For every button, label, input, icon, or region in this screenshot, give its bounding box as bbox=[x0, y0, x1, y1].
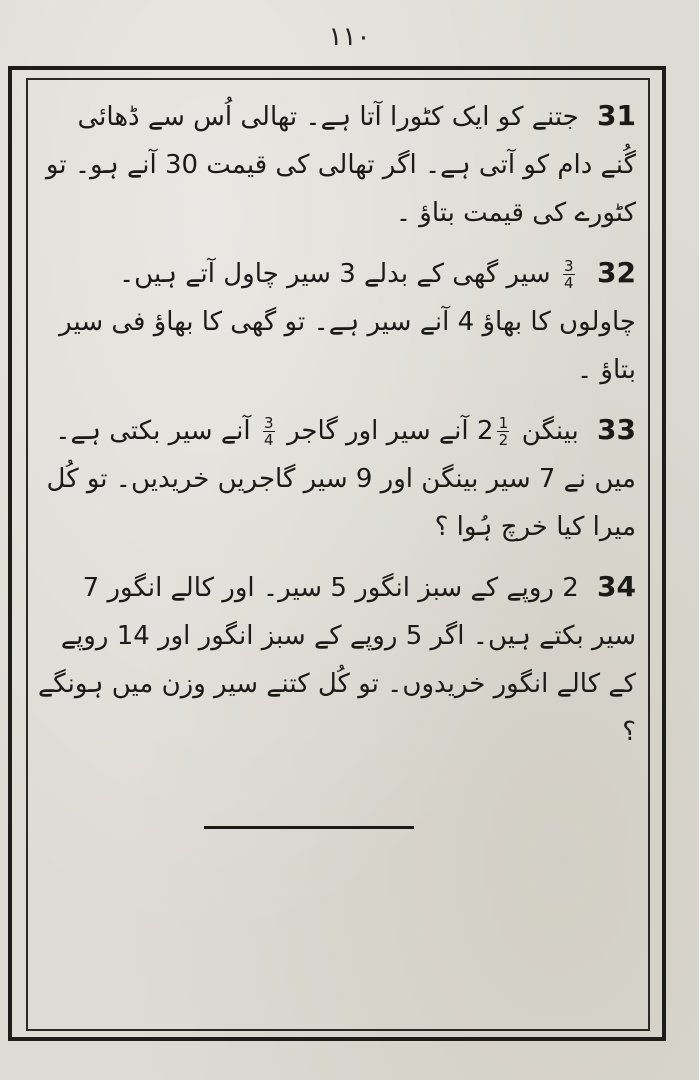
page-number: ۱۱۰ bbox=[328, 22, 371, 52]
problem-text: سیر گھی کے بدلے 3 سیر چاول آتے ہیں۔ چاولوں کا بھاؤ 4 آنے سیر ہے۔ تو گھی کا بھاؤ فی سیر بتاؤ ۔ bbox=[59, 259, 636, 385]
problem-number: 33 bbox=[597, 413, 636, 446]
problem-33 bbox=[36, 406, 636, 551]
fraction-denominator: 2 bbox=[498, 431, 509, 449]
mixed-number bbox=[477, 407, 514, 455]
problem-32 bbox=[36, 249, 636, 394]
section-end-rule bbox=[204, 826, 414, 829]
problem-text-part3: آنے سیر بکتی ہے۔ میں نے 7 سیر بینگن اور 9 سیر گاجریں خریدیں۔ تو کُل میرا کیا خرچ ہُوا ؟ bbox=[46, 416, 636, 542]
problem-text: جتنے کو ایک کٹورا آتا ہے۔ تھالی اُس سے ڈھائی گُنے دام کو آتی ہے۔ اگر تھالی کی قیمت 30 آنے ہو۔ تو کٹورے کی قیمت بتاؤ ۔ bbox=[45, 102, 636, 228]
fraction-numerator: 1 bbox=[498, 414, 509, 432]
problem-text-part2: آنے سیر اور گاجر bbox=[287, 416, 469, 446]
problem-text-part1: بینگن bbox=[521, 416, 579, 446]
problem-34 bbox=[36, 563, 636, 756]
problem-text: 2 روپے کے سبز انگور 5 سیر۔ اور کالے انگور 7 سیر بکتے ہیں۔ اگر 5 روپے کے سبز انگور اور 14 روپے کے کالے انگور خریدوں۔ تو کُل کتنے سیر وزن میں ہونگے ؟ bbox=[38, 573, 636, 747]
problem-number: 34 bbox=[597, 570, 636, 603]
fraction-denominator: 4 bbox=[264, 431, 274, 449]
problem-number: 31 bbox=[597, 99, 636, 132]
fraction bbox=[497, 415, 509, 448]
problem-number: 32 bbox=[597, 256, 636, 289]
fraction-numerator: 3 bbox=[563, 257, 574, 275]
fraction bbox=[563, 258, 575, 291]
fraction-denominator: 4 bbox=[563, 274, 574, 292]
mixed-number-whole: 2 bbox=[476, 416, 494, 446]
fraction-numerator: 3 bbox=[264, 414, 274, 432]
problems-text-block bbox=[36, 92, 636, 812]
fraction bbox=[263, 415, 275, 448]
problem-31 bbox=[36, 92, 636, 237]
